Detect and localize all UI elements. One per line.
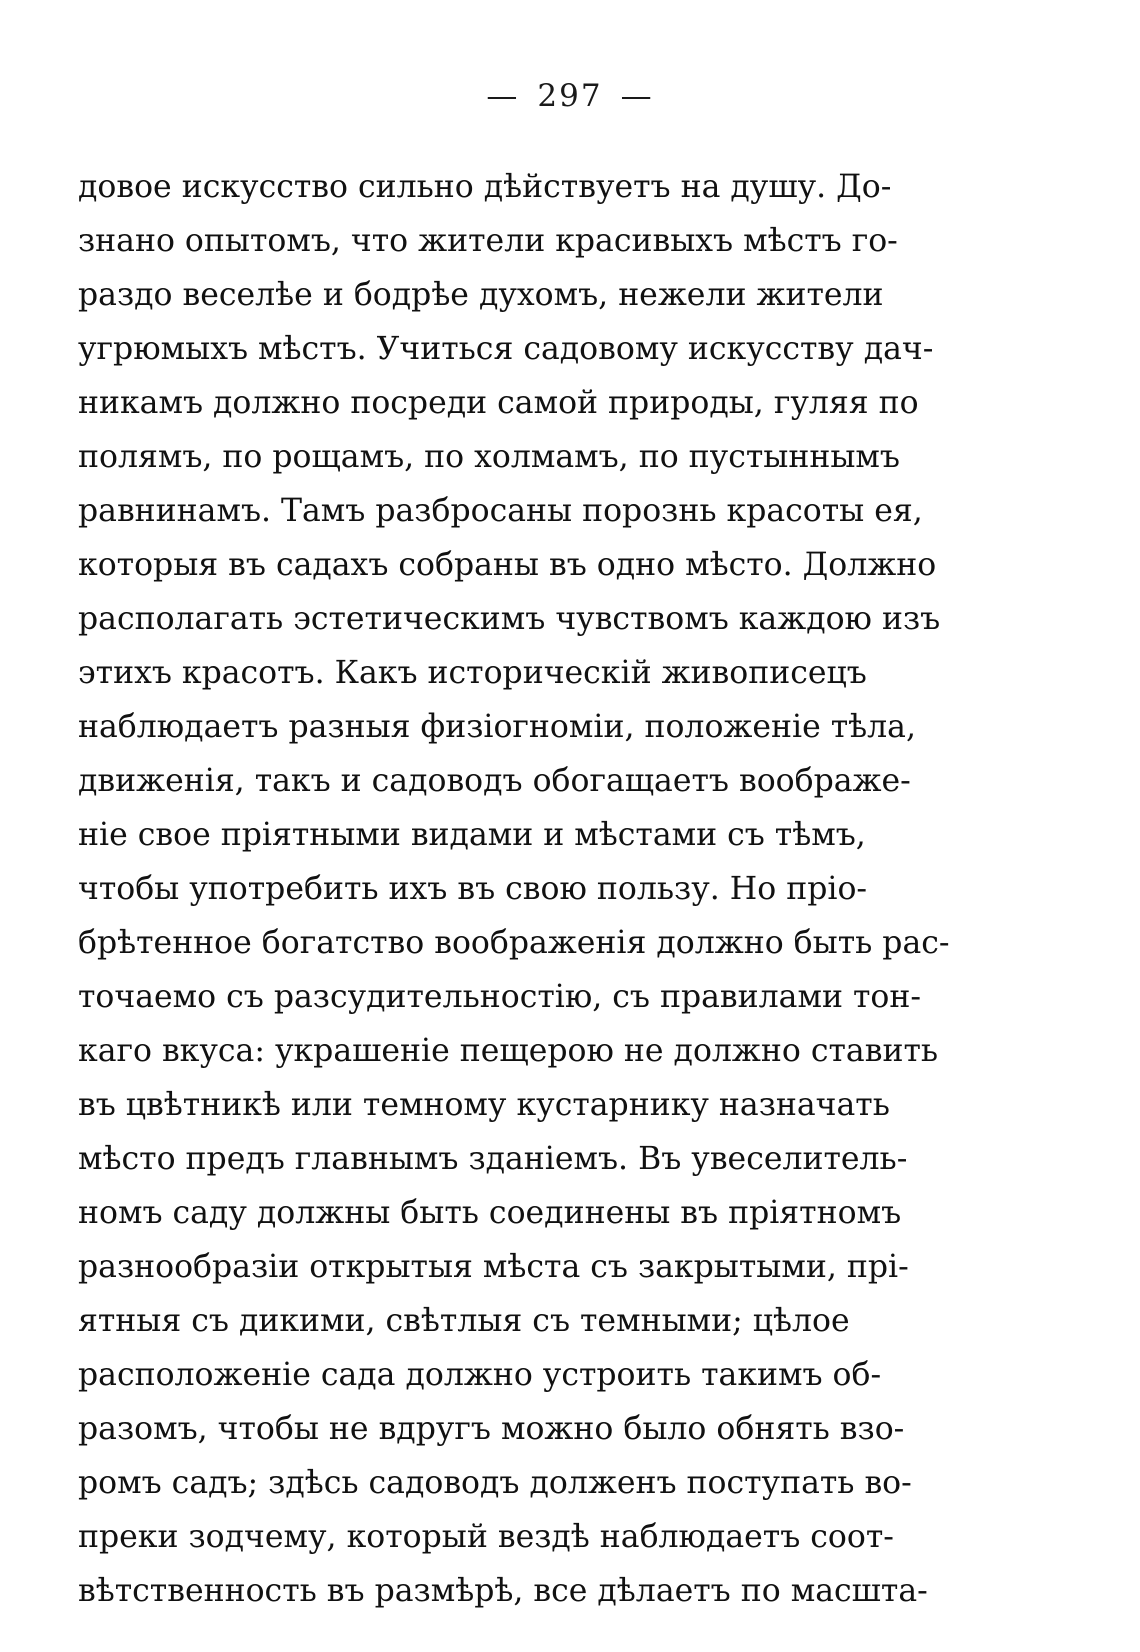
text-line: каго вкуса: украшеніе пещерою не должно ставить: [78, 1033, 939, 1069]
text-line: вѣтственность въ размѣрѣ, все дѣлаетъ по масшта-: [78, 1573, 928, 1609]
text-line: раздо веселѣе и бодрѣе духомъ, нежели жители: [78, 277, 884, 313]
text-line: никамъ должно посреди самой природы, гуляя по: [78, 385, 919, 421]
body-text: [78, 160, 1056, 1618]
text-line: этихъ красотъ. Какъ историческій живописецъ: [78, 655, 867, 691]
text-line: наблюдаетъ разныя физіогноміи, положеніе тѣла,: [78, 709, 916, 745]
text-line: движенія, такъ и садоводъ обогащаетъ воображе-: [78, 763, 911, 799]
text-line: угрюмыхъ мѣстъ. Учиться садовому искусству дач-: [78, 331, 934, 367]
text-line: полямъ, по рощамъ, по холмамъ, по пустыннымъ: [78, 439, 900, 475]
text-line: въ цвѣтникѣ или темному кустарнику назначать: [78, 1087, 890, 1123]
text-line: располагать эстетическимъ чувствомъ каждою изъ: [78, 601, 941, 637]
text-line: преки зодчему, который вездѣ наблюдаетъ соот-: [78, 1519, 894, 1555]
text-line: номъ саду должны быть соединены въ пріятномъ: [78, 1195, 902, 1231]
text-line: чтобы употребить ихъ въ свою пользу. Но пріо-: [78, 871, 868, 907]
text-line: брѣтенное богатство воображенія должно быть рас-: [78, 925, 950, 961]
text-line: знано опытомъ, что жители красивыхъ мѣстъ го-: [78, 223, 898, 259]
page-number-dash-left: —: [486, 78, 520, 114]
text-line: равнинамъ. Тамъ разбросаны порознь красоты ея,: [78, 493, 923, 529]
text-line: разнообразіи открытыя мѣста съ закрытыми, прі-: [78, 1249, 909, 1285]
text-line: довое искусство сильно дѣйствуетъ на душу. До-: [78, 169, 892, 205]
page-number-dash-right: —: [620, 78, 654, 114]
text-line: расположеніе сада должно устроить такимъ об-: [78, 1357, 882, 1393]
text-line: которыя въ садахъ собраны въ одно мѣсто. Должно: [78, 547, 937, 583]
page-number: [0, 78, 1140, 114]
text-line: мѣсто предъ главнымъ зданіемъ. Въ увеселитель-: [78, 1141, 908, 1177]
text-line: ромъ садъ; здѣсь садоводъ долженъ поступать во-: [78, 1465, 912, 1501]
page-number-value: 297: [537, 78, 603, 114]
text-line: разомъ, чтобы не вдругъ можно было обнять взо-: [78, 1411, 905, 1447]
text-line: ніе свое пріятными видами и мѣстами съ тѣмъ,: [78, 817, 866, 853]
text-line: ятныя съ дикими, свѣтлыя съ темными; цѣлое: [78, 1303, 850, 1339]
text-line: точаемо съ разсудительностію, съ правилами тон-: [78, 979, 921, 1015]
